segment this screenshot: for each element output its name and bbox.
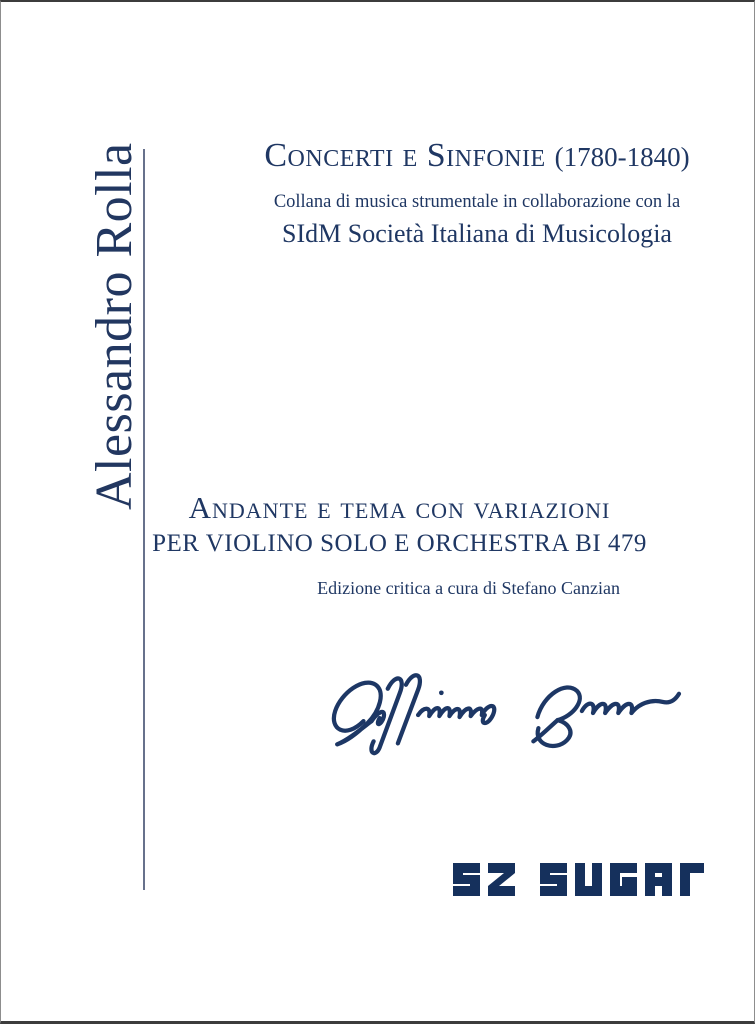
sz-sugar-logo-icon — [453, 863, 710, 896]
author-signature-image — [319, 664, 683, 758]
work-title-line2: PER VIOLINO SOLO E ORCHESTRA BI 479 — [152, 529, 647, 557]
work-title-line1: Andante e tema con variazioni — [188, 490, 611, 525]
work-title-block — [151, 492, 648, 597]
series-header — [197, 139, 755, 247]
series-years: (1780-1840) — [554, 142, 690, 172]
collection-subtitle: Collana di musica strumentale in collaborazione con la — [273, 192, 681, 212]
signature-icon — [319, 664, 683, 758]
society-name: SIdM Società Italiana di Musicologia — [282, 218, 672, 248]
publisher-logo — [453, 863, 710, 896]
spine-author-name: Alessandro Rolla — [86, 142, 143, 510]
divider-line — [143, 149, 145, 890]
series-title-text: Concerti e Sinfonie — [264, 137, 546, 174]
series-title — [197, 139, 755, 173]
edition-note: Edizione critica a cura di Stefano Canzian — [317, 577, 620, 598]
